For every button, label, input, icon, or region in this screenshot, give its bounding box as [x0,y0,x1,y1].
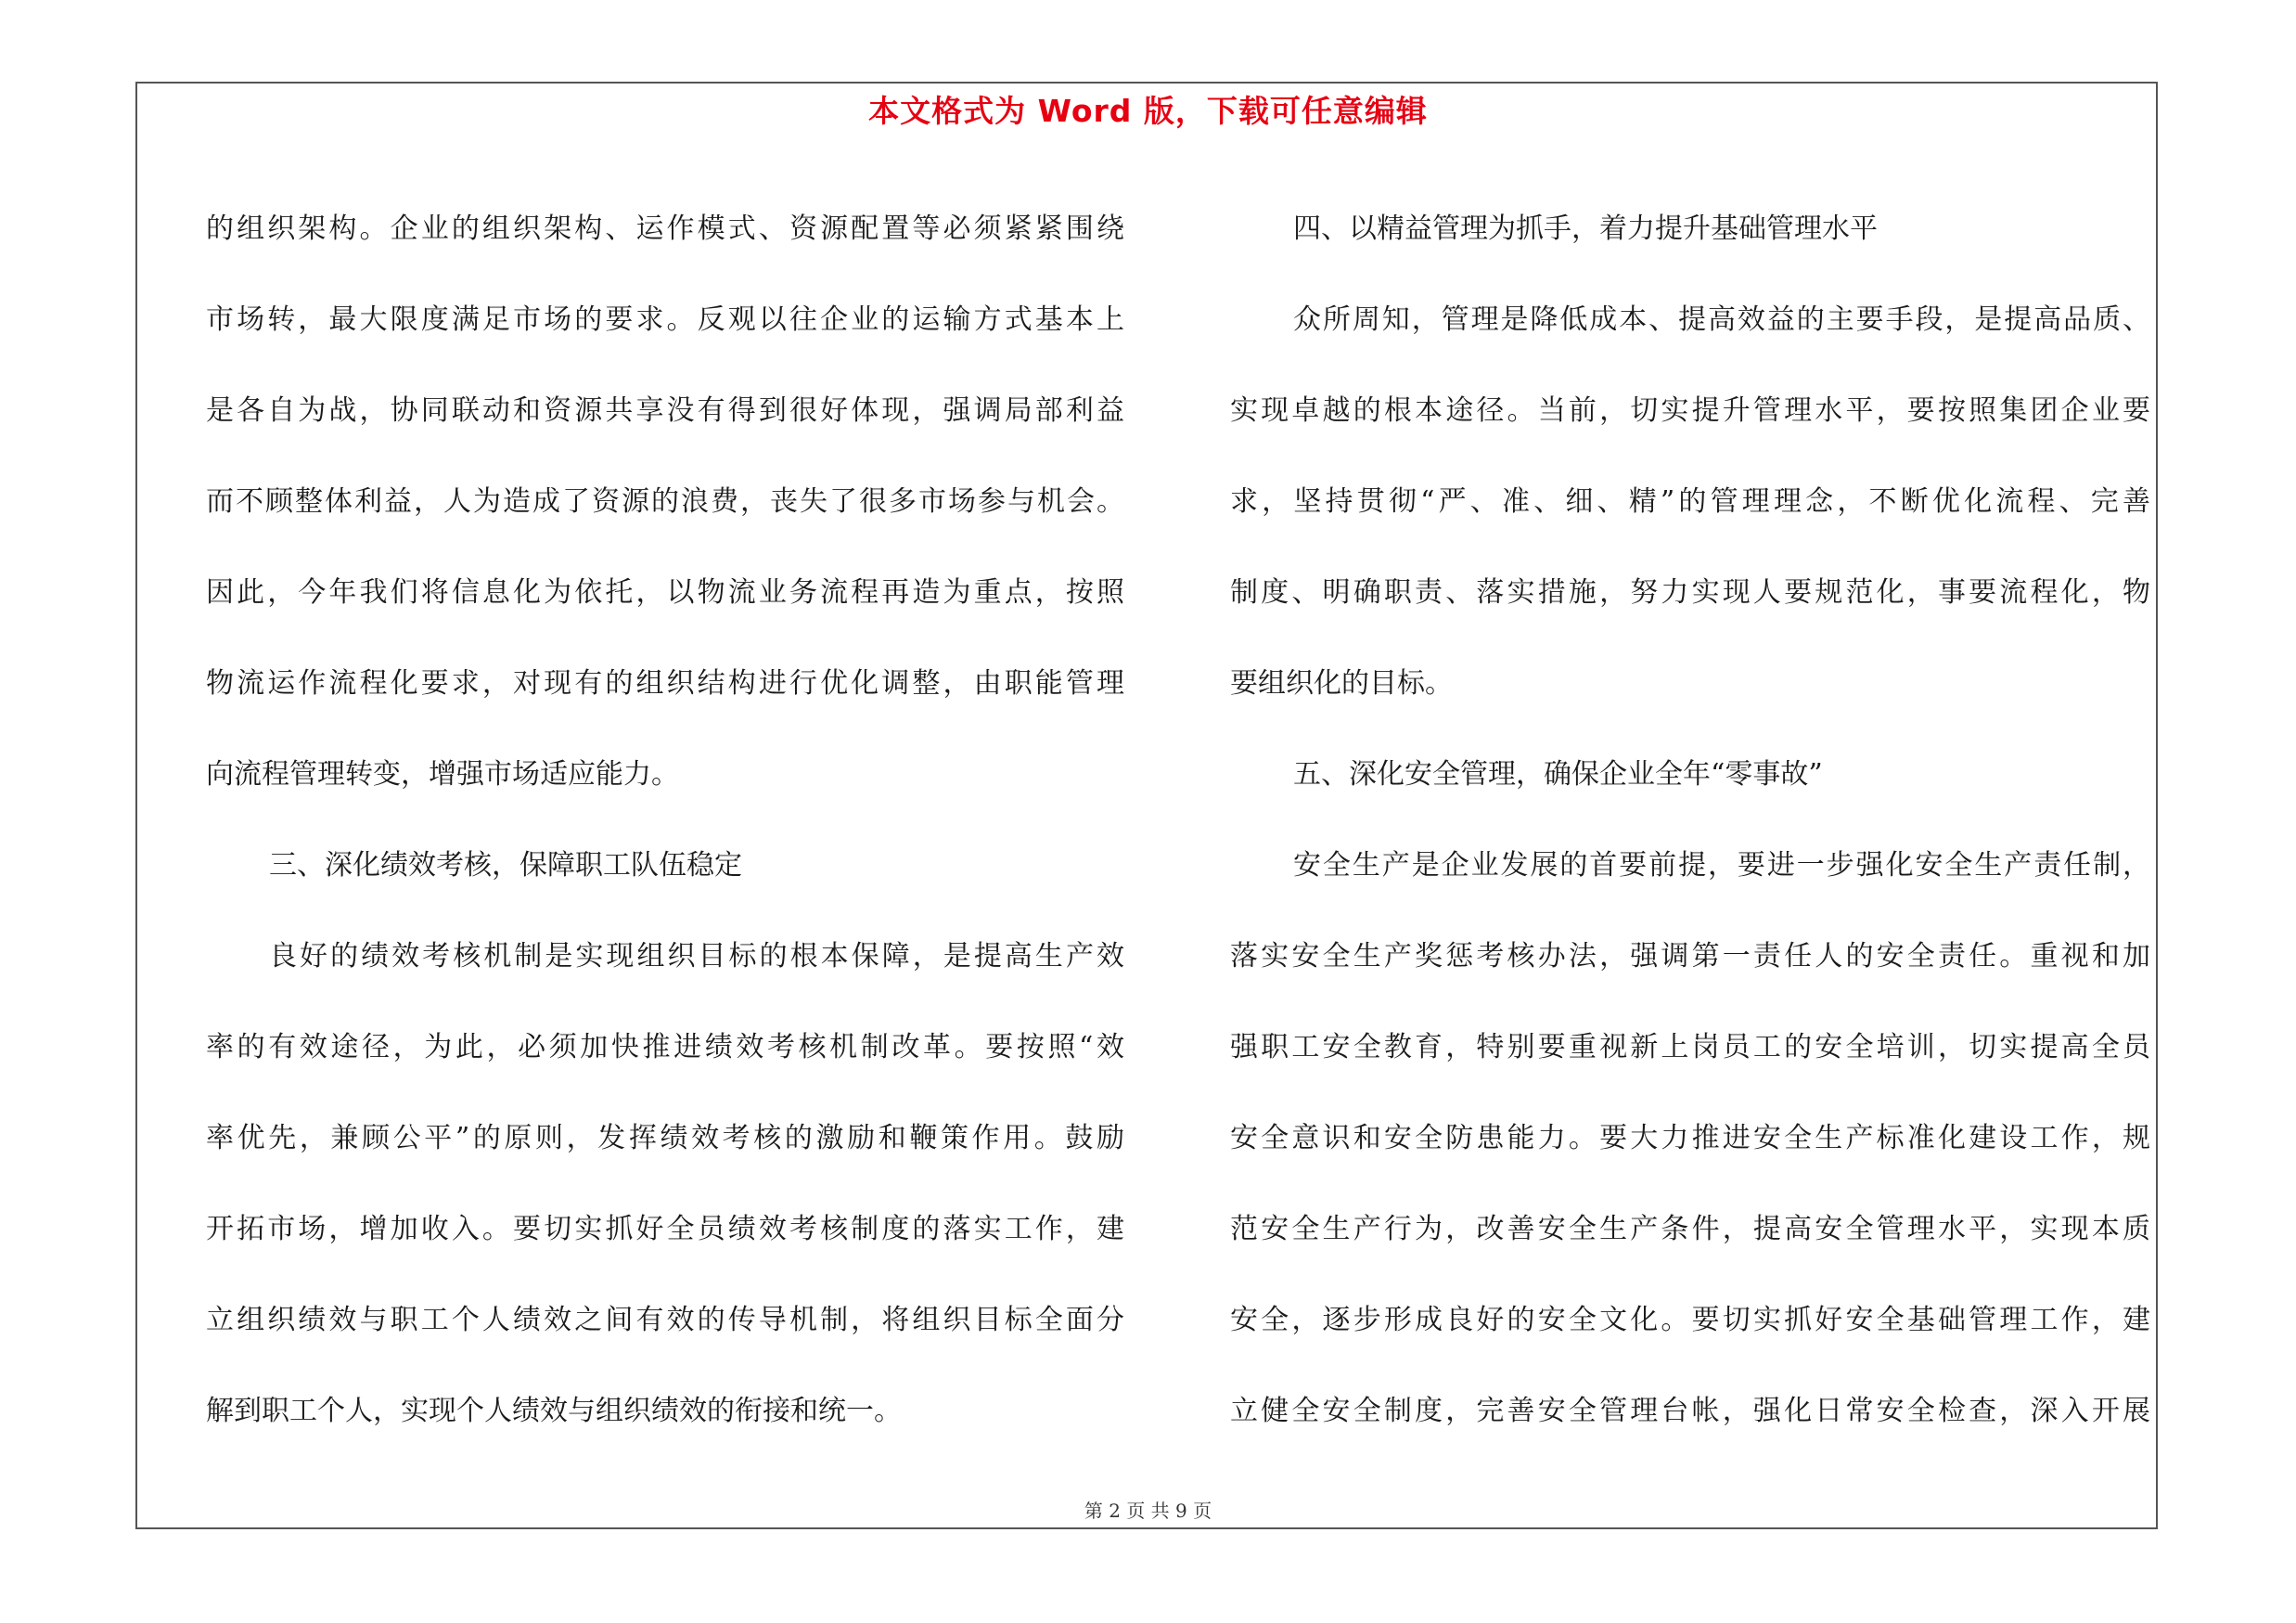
text-line: 因此，今年我们将信息化为依托，以物流业务流程再造为重点，按照 [206,576,1124,609]
text-line: 而不顾整体利益，人为造成了资源的浪费，丧失了很多市场参与机会。 [206,485,1124,518]
text-line: 率优先，兼顾公平”的原则，发挥绩效考核的激励和鞭策作用。鼓励 [206,1122,1124,1154]
text-line: 落实安全生产奖惩考核办法，强调第一责任人的安全责任。重视和加 [1230,940,2150,973]
text-line: 解到职工个人，实现个人绩效与组织绩效的衔接和统一。 [206,1395,902,1427]
text-line: 安全意识和安全防患能力。要大力推进安全生产标准化建设工作，规 [1230,1122,2150,1154]
text-line: 安全，逐步形成良好的安全文化。要切实抓好安全基础管理工作，建 [1230,1304,2150,1336]
text-line: 要组织化的目标。 [1230,667,1453,700]
text-line: 市场转，最大限度满足市场的要求。反观以往企业的运输方式基本上 [206,303,1124,336]
right-text-column [1230,184,2150,1457]
text-line: 四、以精益管理为抓手，着力提升基础管理水平 [1293,213,1878,245]
page-number-footer: 第 2 页 共 9 页 [1084,1500,1212,1522]
text-line: 安全生产是企业发展的首要前提，要进一步强化安全生产责任制， [1293,849,2150,882]
text-line: 开拓市场，增加收入。要切实抓好全员绩效考核制度的落实工作，建 [206,1213,1124,1245]
text-line: 范安全生产行为，改善安全生产条件，提高安全管理水平，实现本质 [1230,1213,2150,1245]
text-line: 三、深化绩效考核，保障职工队伍稳定 [269,849,742,882]
text-line: 求，坚持贯彻“严、准、细、精”的管理理念，不断优化流程、完善 [1230,485,2150,518]
text-line: 立健全安全制度，完善安全管理台帐，强化日常安全检查，深入开展 [1230,1395,2150,1427]
text-line: 率的有效途径，为此，必须加快推进绩效考核机制改革。要按照“效 [206,1031,1124,1063]
format-banner: 本文格式为 Word 版，下载可任意编辑 [868,93,1428,129]
text-line: 向流程管理转变，增强市场适应能力。 [206,758,679,791]
left-text-column [206,184,1124,1457]
text-line: 物流运作流程化要求，对现有的组织结构进行优化调整，由职能管理 [206,667,1124,700]
text-line: 良好的绩效考核机制是实现组织目标的根本保障，是提高生产效 [269,940,1124,973]
text-line: 立组织绩效与职工个人绩效之间有效的传导机制，将组织目标全面分 [206,1304,1124,1336]
text-line: 强职工安全教育，特别要重视新上岗员工的安全培训，切实提高全员 [1230,1031,2150,1063]
text-line: 实现卓越的根本途径。当前，切实提升管理水平，要按照集团企业要 [1230,394,2150,427]
text-line: 众所周知，管理是降低成本、提高效益的主要手段，是提高品质、 [1293,303,2150,336]
text-line: 的组织架构。企业的组织架构、运作模式、资源配置等必须紧紧围绕 [206,213,1124,245]
text-line: 五、深化安全管理，确保企业全年“零事故” [1293,758,1823,791]
text-line: 制度、明确职责、落实措施，努力实现人要规范化，事要流程化，物 [1230,576,2150,609]
text-line: 是各自为战，协同联动和资源共享没有得到很好体现，强调局部利益 [206,394,1124,427]
